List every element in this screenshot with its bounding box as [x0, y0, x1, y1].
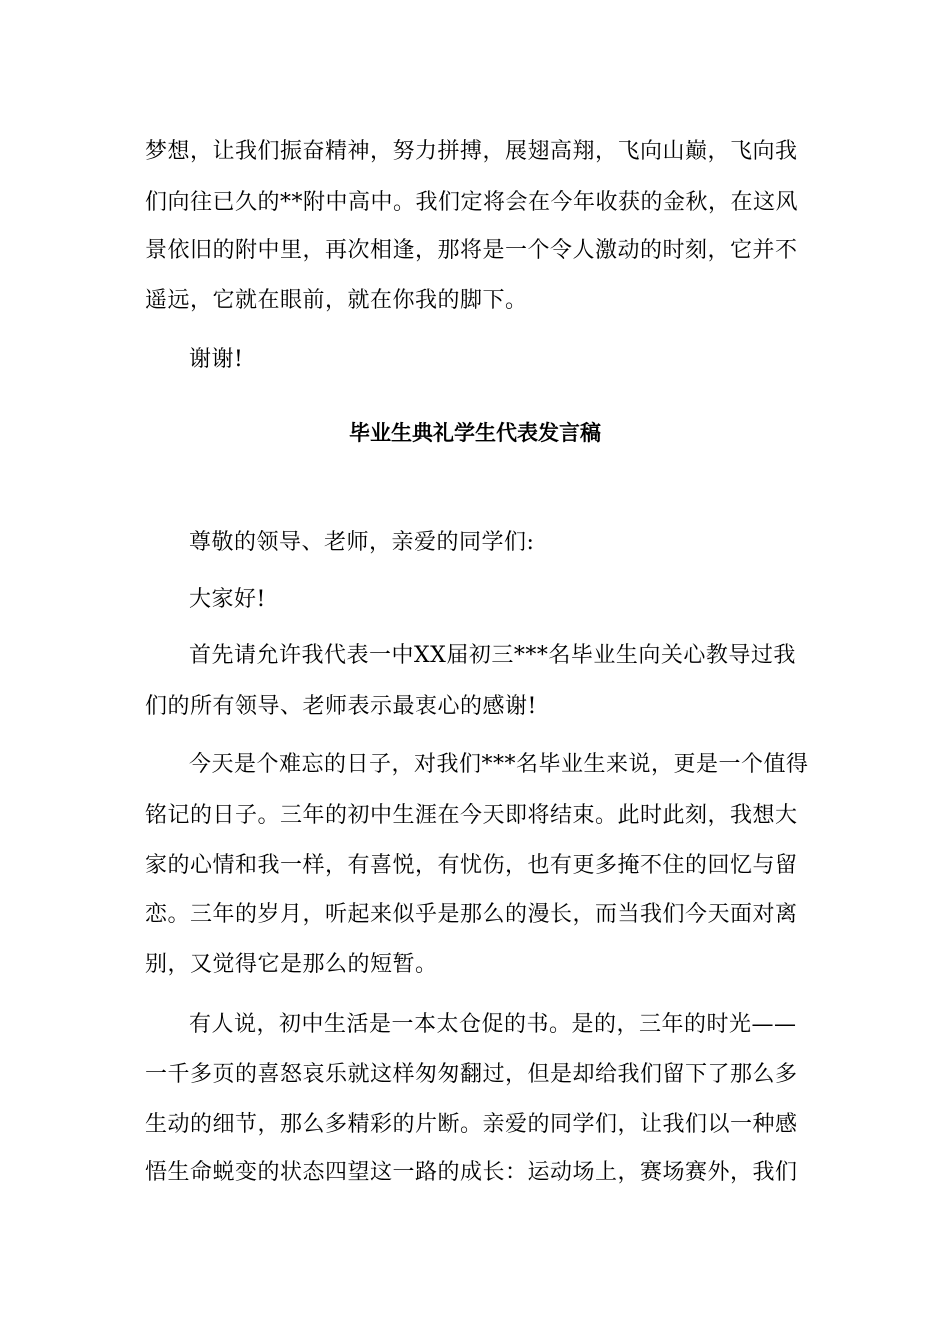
- intro-line-4: 遥远，它就在眼前，就在你我的脚下。: [145, 288, 528, 313]
- para1-line-2: 们的所有领导、老师表示最衷心的感谢!: [145, 694, 537, 719]
- para3-line-1: 有人说，初中生活是一本太仓促的书。是的，三年的时光——: [189, 1012, 797, 1037]
- thanks-text: 谢谢!: [189, 347, 244, 372]
- para1-line-1: 首先请允许我代表一中XX届初三***名毕业生向关心教导过我: [189, 643, 796, 668]
- intro-line-3: 景依旧的附中里，再次相逢，那将是一个令人激动的时刻，它并不: [145, 238, 798, 263]
- document-title: 毕业生典礼学生代表发言稿: [349, 420, 601, 445]
- para2-line-2: 铭记的日子。三年的初中生涯在今天即将结束。此时此刻，我想大: [145, 803, 798, 828]
- intro-line-2: 们向往已久的**附中高中。我们定将会在今年收获的金秋，在这风: [145, 190, 799, 215]
- intro-line-1: 梦想，让我们振奋精神，努力拼搏，展翅高翔，飞向山巅，飞向我: [145, 139, 798, 164]
- para2-line-1: 今天是个难忘的日子，对我们***名毕业生来说，更是一个值得: [189, 752, 809, 777]
- para3-line-2: 一千多页的喜怒哀乐就这样匆匆翻过，但是却给我们留下了那么多: [145, 1062, 798, 1087]
- salutation-text: 尊敬的领导、老师，亲爱的同学们:: [189, 530, 535, 555]
- greeting-text: 大家好!: [189, 587, 266, 612]
- para2-line-3: 家的心情和我一样，有喜悦，有忧伤，也有更多掩不住的回忆与留: [145, 853, 798, 878]
- para3-line-3: 生动的细节，那么多精彩的片断。亲爱的同学们，让我们以一种感: [145, 1112, 798, 1137]
- para2-line-5: 别，又觉得它是那么的短暂。: [145, 952, 438, 977]
- para3-line-4: 悟生命蜕变的状态四望这一路的成长：运动场上，赛场赛外，我们: [145, 1160, 798, 1185]
- para2-line-4: 恋。三年的岁月，听起来似乎是那么的漫长，而当我们今天面对离: [145, 902, 798, 927]
